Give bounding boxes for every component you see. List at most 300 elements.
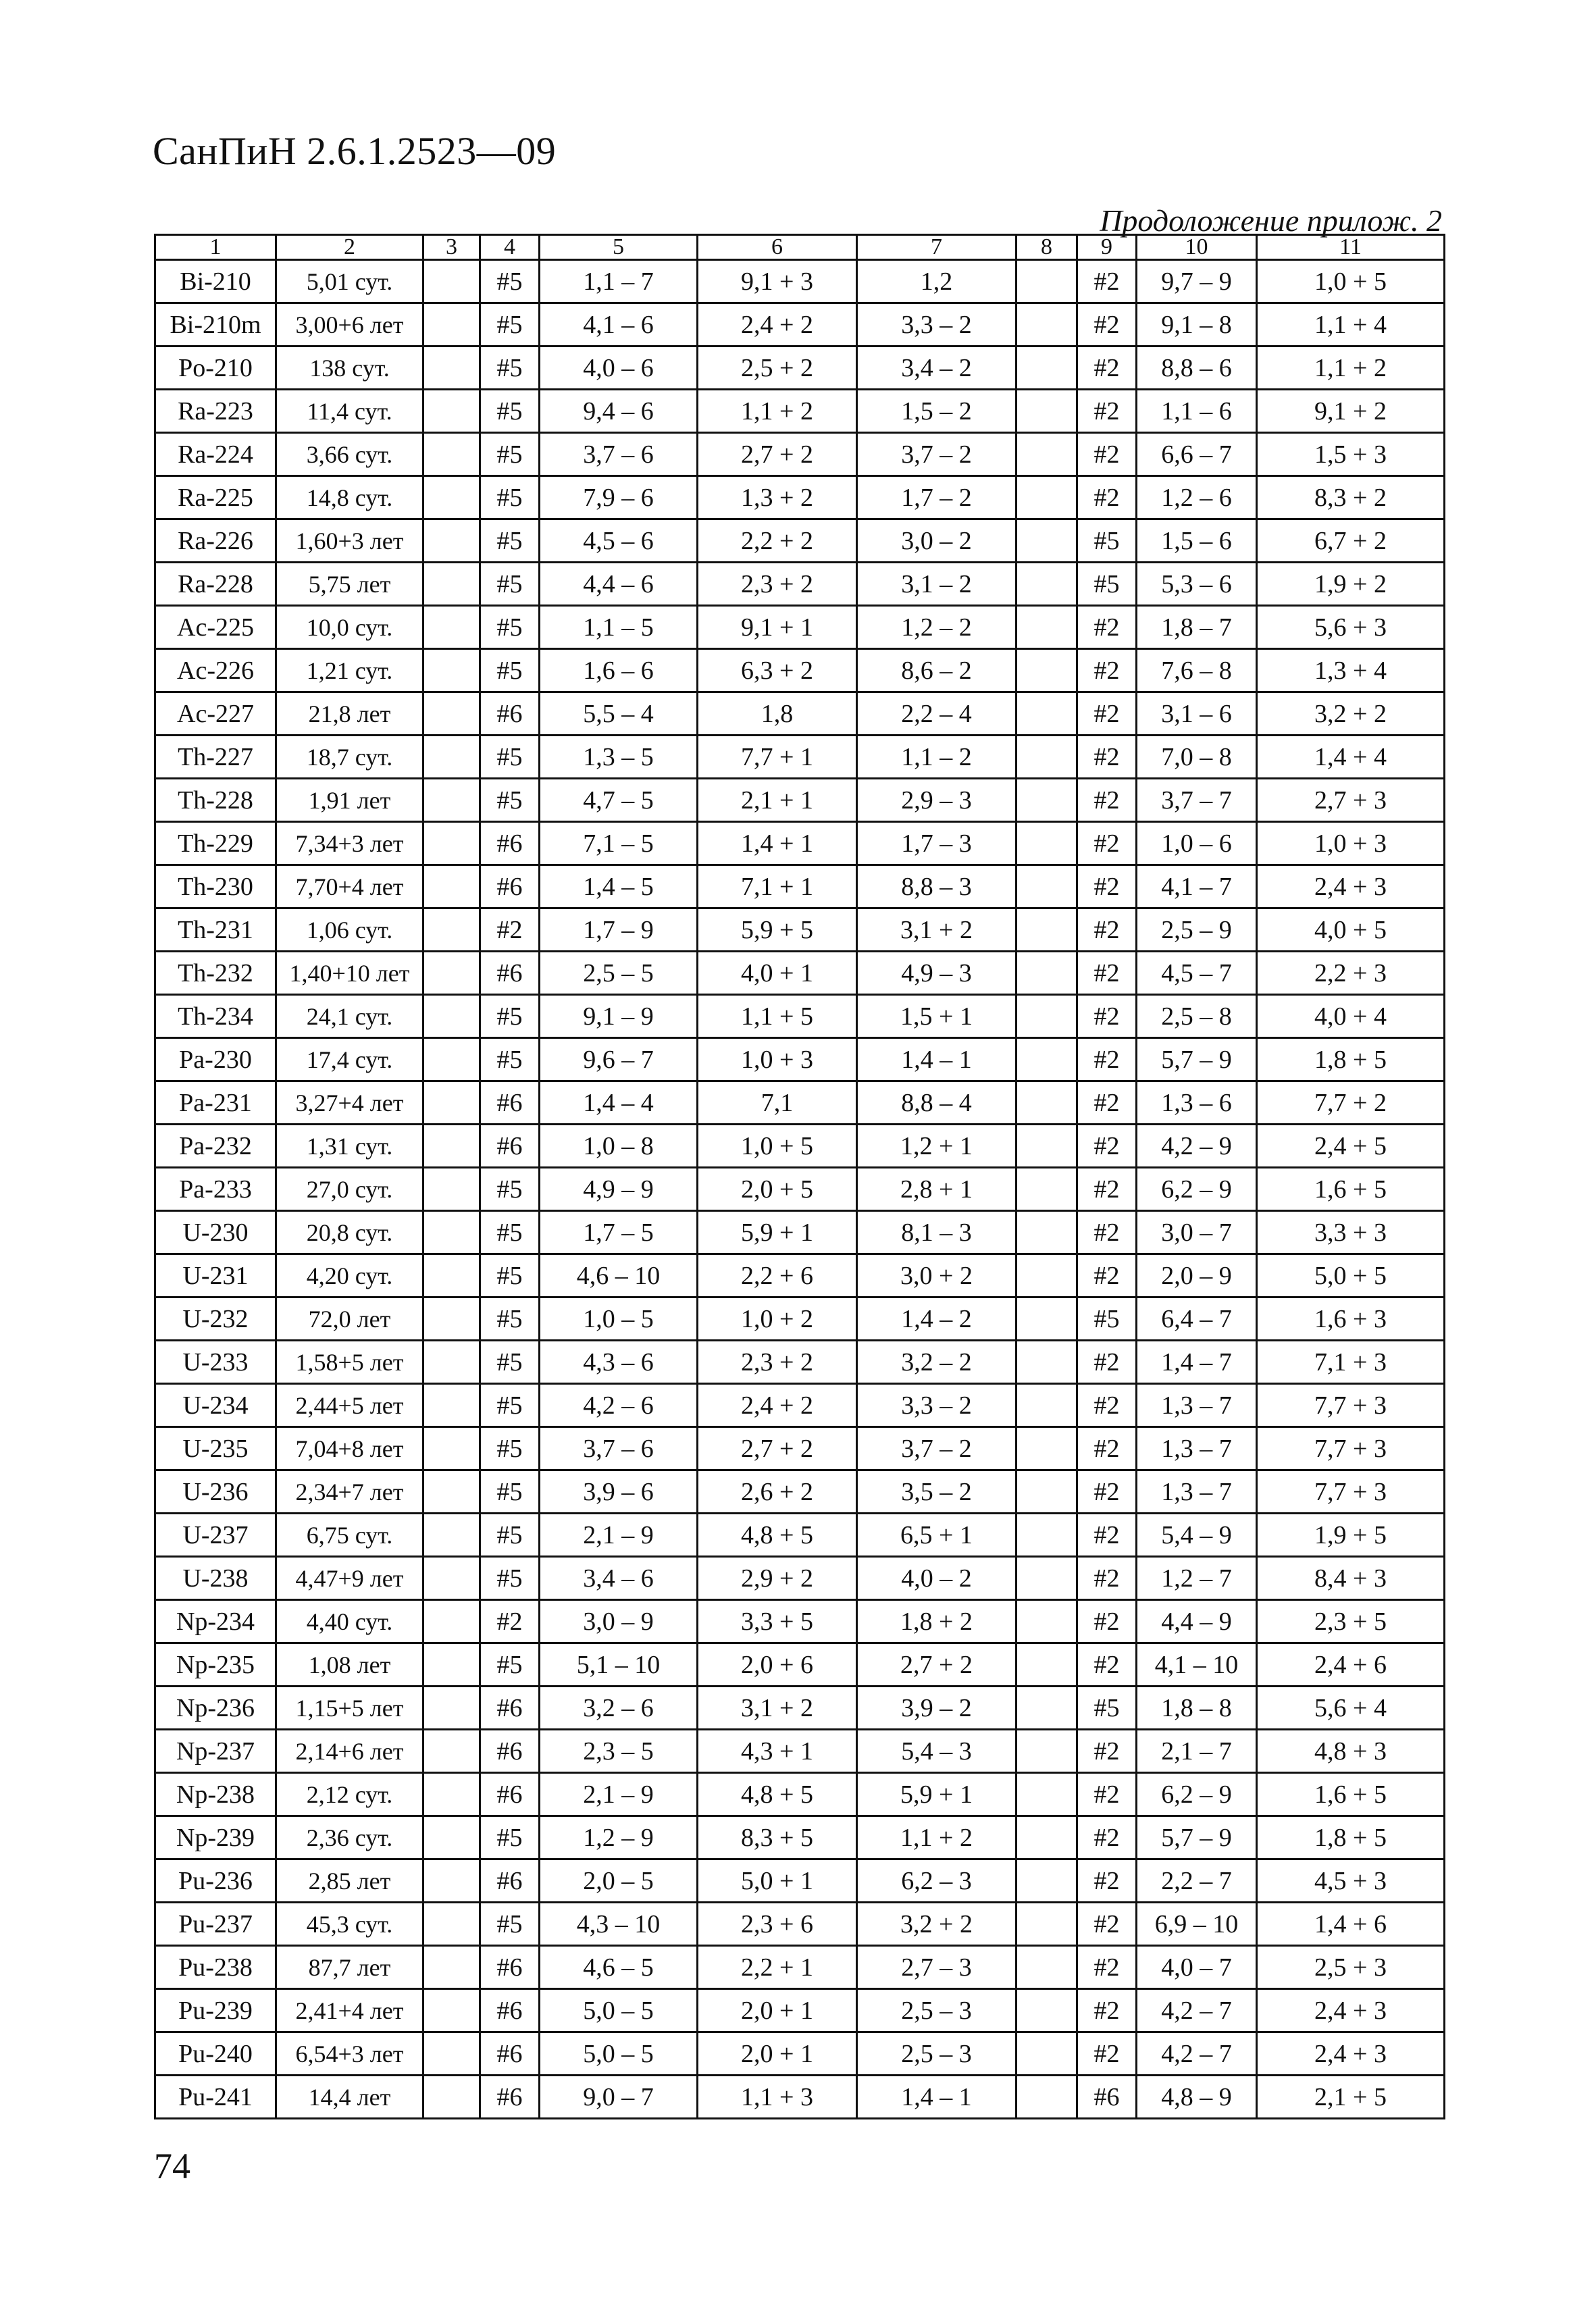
table-cell-col-5: 1,6 – 6 bbox=[540, 649, 698, 692]
table-cell-col-2: 1,08 лет bbox=[276, 1643, 423, 1687]
table-cell-col-4: #6 bbox=[480, 822, 540, 865]
table-cell-col-11: 8,3 + 2 bbox=[1257, 476, 1445, 519]
table-cell-col-4: #6 bbox=[480, 865, 540, 908]
table-cell-col-6: 9,1 + 1 bbox=[698, 606, 857, 649]
table-cell-col-7: 3,3 – 2 bbox=[857, 303, 1016, 346]
table-cell-col-6: 2,0 + 1 bbox=[698, 2032, 857, 2076]
table-cell-col-4: #5 bbox=[480, 1384, 540, 1427]
nuclide-cell: Po-210 bbox=[155, 346, 276, 390]
table-cell-col-6: 1,1 + 5 bbox=[698, 995, 857, 1038]
radionuclide-table bbox=[154, 234, 1445, 2119]
table-cell-col-6: 1,8 bbox=[698, 692, 857, 736]
table-cell-col-9: #2 bbox=[1077, 346, 1137, 390]
col-header-1: 1 bbox=[155, 235, 276, 260]
table-cell-col-3 bbox=[423, 1427, 480, 1470]
table-cell-col-8 bbox=[1016, 1903, 1077, 1946]
table-cell-col-7: 6,2 – 3 bbox=[857, 1859, 1016, 1903]
nuclide-cell: Pu-237 bbox=[155, 1903, 276, 1946]
table-cell-col-7: 6,5 + 1 bbox=[857, 1514, 1016, 1557]
table-cell-col-8 bbox=[1016, 1254, 1077, 1297]
table-cell-col-7: 1,2 + 1 bbox=[857, 1125, 1016, 1168]
table-cell-col-5: 4,3 – 6 bbox=[540, 1341, 698, 1384]
table-cell-col-4: #5 bbox=[480, 1514, 540, 1557]
table-cell-col-9: #2 bbox=[1077, 1557, 1137, 1600]
table-cell-col-8 bbox=[1016, 260, 1077, 303]
nuclide-cell: Np-238 bbox=[155, 1773, 276, 1816]
table-cell-col-9: #2 bbox=[1077, 692, 1137, 736]
table-cell-col-7: 1,2 – 2 bbox=[857, 606, 1016, 649]
table-cell-col-3 bbox=[423, 1730, 480, 1773]
table-cell-col-7: 1,5 + 1 bbox=[857, 995, 1016, 1038]
table-cell-col-9: #2 bbox=[1077, 390, 1137, 433]
table-cell-col-3 bbox=[423, 865, 480, 908]
nuclide-cell: Pu-239 bbox=[155, 1989, 276, 2032]
table-cell-col-10: 2,2 – 7 bbox=[1137, 1859, 1257, 1903]
table-cell-col-9: #2 bbox=[1077, 822, 1137, 865]
table-cell-col-2: 4,20 сут. bbox=[276, 1254, 423, 1297]
table-cell-col-10: 1,5 – 6 bbox=[1137, 519, 1257, 563]
table-cell-col-4: #6 bbox=[480, 952, 540, 995]
table-cell-col-4: #5 bbox=[480, 260, 540, 303]
table-cell-col-9: #2 bbox=[1077, 260, 1137, 303]
table-cell-col-5: 9,0 – 7 bbox=[540, 2076, 698, 2119]
table-cell-col-9: #2 bbox=[1077, 1730, 1137, 1773]
table-cell-col-2: 20,8 сут. bbox=[276, 1211, 423, 1254]
table-cell-col-5: 3,7 – 6 bbox=[540, 1427, 698, 1470]
table-cell-col-6: 8,3 + 5 bbox=[698, 1816, 857, 1859]
table-cell-col-10: 6,9 – 10 bbox=[1137, 1903, 1257, 1946]
table-cell-col-5: 1,0 – 5 bbox=[540, 1297, 698, 1341]
table-cell-col-2: 4,47+9 лет bbox=[276, 1557, 423, 1600]
table-cell-col-3 bbox=[423, 1125, 480, 1168]
table-cell-col-10: 2,0 – 9 bbox=[1137, 1254, 1257, 1297]
table-cell-col-7: 3,5 – 2 bbox=[857, 1470, 1016, 1514]
col-header-4: 4 bbox=[480, 235, 540, 260]
table-row bbox=[155, 1557, 1445, 1600]
table-cell-col-11: 1,6 + 3 bbox=[1257, 1297, 1445, 1341]
table-cell-col-11: 4,5 + 3 bbox=[1257, 1859, 1445, 1903]
table-cell-col-5: 7,1 – 5 bbox=[540, 822, 698, 865]
table-cell-col-9: #2 bbox=[1077, 1427, 1137, 1470]
table-cell-col-5: 4,1 – 6 bbox=[540, 303, 698, 346]
nuclide-cell: Th-231 bbox=[155, 908, 276, 952]
table-row bbox=[155, 692, 1445, 736]
table-cell-col-6: 4,8 + 5 bbox=[698, 1773, 857, 1816]
table-cell-col-9: #6 bbox=[1077, 2076, 1137, 2119]
table-cell-col-2: 1,31 сут. bbox=[276, 1125, 423, 1168]
table-cell-col-3 bbox=[423, 952, 480, 995]
table-cell-col-10: 4,2 – 7 bbox=[1137, 2032, 1257, 2076]
nuclide-cell: U-230 bbox=[155, 1211, 276, 1254]
table-cell-col-7: 2,8 + 1 bbox=[857, 1168, 1016, 1211]
table-cell-col-8 bbox=[1016, 1859, 1077, 1903]
nuclide-cell: U-234 bbox=[155, 1384, 276, 1427]
table-cell-col-8 bbox=[1016, 908, 1077, 952]
table-cell-col-4: #5 bbox=[480, 519, 540, 563]
table-cell-col-5: 2,1 – 9 bbox=[540, 1514, 698, 1557]
table-cell-col-3 bbox=[423, 692, 480, 736]
table-cell-col-6: 9,1 + 3 bbox=[698, 260, 857, 303]
table-cell-col-2: 1,21 сут. bbox=[276, 649, 423, 692]
table-cell-col-11: 2,4 + 3 bbox=[1257, 1989, 1445, 2032]
table-cell-col-6: 1,4 + 1 bbox=[698, 822, 857, 865]
table-cell-col-3 bbox=[423, 1773, 480, 1816]
table-cell-col-3 bbox=[423, 779, 480, 822]
nuclide-cell: U-236 bbox=[155, 1470, 276, 1514]
table-cell-col-4: #6 bbox=[480, 692, 540, 736]
table-cell-col-7: 8,6 – 2 bbox=[857, 649, 1016, 692]
table-cell-col-11: 2,4 + 5 bbox=[1257, 1125, 1445, 1168]
nuclide-cell: Np-234 bbox=[155, 1600, 276, 1643]
table-cell-col-8 bbox=[1016, 1081, 1077, 1125]
table-cell-col-2: 2,36 сут. bbox=[276, 1816, 423, 1859]
table-cell-col-9: #2 bbox=[1077, 606, 1137, 649]
table-row bbox=[155, 1254, 1445, 1297]
table-cell-col-7: 2,5 – 3 bbox=[857, 1989, 1016, 2032]
table-cell-col-4: #5 bbox=[480, 1470, 540, 1514]
table-cell-col-6: 4,3 + 1 bbox=[698, 1730, 857, 1773]
table-cell-col-9: #2 bbox=[1077, 779, 1137, 822]
table-cell-col-8 bbox=[1016, 1946, 1077, 1989]
table-row bbox=[155, 1125, 1445, 1168]
table-cell-col-6: 4,8 + 5 bbox=[698, 1514, 857, 1557]
nuclide-cell: U-235 bbox=[155, 1427, 276, 1470]
table-cell-col-6: 2,9 + 2 bbox=[698, 1557, 857, 1600]
table-cell-col-10: 4,8 – 9 bbox=[1137, 2076, 1257, 2119]
table-cell-col-10: 1,3 – 7 bbox=[1137, 1384, 1257, 1427]
nuclide-cell: Th-229 bbox=[155, 822, 276, 865]
table-cell-col-6: 2,4 + 2 bbox=[698, 303, 857, 346]
table-cell-col-8 bbox=[1016, 1470, 1077, 1514]
table-row bbox=[155, 1168, 1445, 1211]
nuclide-cell: U-233 bbox=[155, 1341, 276, 1384]
table-cell-col-10: 6,4 – 7 bbox=[1137, 1297, 1257, 1341]
table-cell-col-10: 3,7 – 7 bbox=[1137, 779, 1257, 822]
col-header-8: 8 bbox=[1016, 235, 1077, 260]
table-cell-col-4: #6 bbox=[480, 1125, 540, 1168]
table-cell-col-6: 2,4 + 2 bbox=[698, 1384, 857, 1427]
table-row bbox=[155, 1470, 1445, 1514]
table-cell-col-5: 7,9 – 6 bbox=[540, 476, 698, 519]
table-row bbox=[155, 1643, 1445, 1687]
table-cell-col-3 bbox=[423, 649, 480, 692]
table-cell-col-8 bbox=[1016, 519, 1077, 563]
table-cell-col-2: 2,14+6 лет bbox=[276, 1730, 423, 1773]
table-cell-col-11: 1,9 + 2 bbox=[1257, 563, 1445, 606]
table-cell-col-5: 2,0 – 5 bbox=[540, 1859, 698, 1903]
table-cell-col-9: #2 bbox=[1077, 1859, 1137, 1903]
table-cell-col-11: 1,4 + 6 bbox=[1257, 1903, 1445, 1946]
table-cell-col-10: 1,2 – 6 bbox=[1137, 476, 1257, 519]
table-cell-col-7: 4,9 – 3 bbox=[857, 952, 1016, 995]
table-cell-col-4: #5 bbox=[480, 1297, 540, 1341]
table-cell-col-3 bbox=[423, 1081, 480, 1125]
table-row bbox=[155, 1297, 1445, 1341]
table-cell-col-3 bbox=[423, 433, 480, 476]
table-cell-col-2: 18,7 сут. bbox=[276, 736, 423, 779]
table-cell-col-8 bbox=[1016, 1384, 1077, 1427]
table-cell-col-3 bbox=[423, 1989, 480, 2032]
table-cell-col-7: 3,7 – 2 bbox=[857, 1427, 1016, 1470]
table-cell-col-8 bbox=[1016, 563, 1077, 606]
table-cell-col-7: 3,2 – 2 bbox=[857, 1341, 1016, 1384]
table-cell-col-8 bbox=[1016, 779, 1077, 822]
table-cell-col-2: 7,34+3 лет bbox=[276, 822, 423, 865]
table-cell-col-7: 2,7 – 3 bbox=[857, 1946, 1016, 1989]
table-cell-col-11: 1,8 + 5 bbox=[1257, 1816, 1445, 1859]
table-cell-col-10: 6,6 – 7 bbox=[1137, 433, 1257, 476]
table-row bbox=[155, 1600, 1445, 1643]
table-cell-col-4: #6 bbox=[480, 1081, 540, 1125]
table-cell-col-3 bbox=[423, 390, 480, 433]
table-cell-col-8 bbox=[1016, 649, 1077, 692]
table-cell-col-5: 9,4 – 6 bbox=[540, 390, 698, 433]
table-cell-col-7: 1,1 + 2 bbox=[857, 1816, 1016, 1859]
table-row bbox=[155, 1081, 1445, 1125]
table-cell-col-6: 2,3 + 6 bbox=[698, 1903, 857, 1946]
table-cell-col-7: 3,1 + 2 bbox=[857, 908, 1016, 952]
table-cell-col-8 bbox=[1016, 1038, 1077, 1081]
table-cell-col-4: #5 bbox=[480, 649, 540, 692]
table-cell-col-11: 7,7 + 3 bbox=[1257, 1470, 1445, 1514]
nuclide-cell: U-238 bbox=[155, 1557, 276, 1600]
table-cell-col-2: 2,41+4 лет bbox=[276, 1989, 423, 2032]
table-cell-col-7: 8,1 – 3 bbox=[857, 1211, 1016, 1254]
table-cell-col-5: 4,6 – 5 bbox=[540, 1946, 698, 1989]
table-cell-col-7: 2,7 + 2 bbox=[857, 1643, 1016, 1687]
table-cell-col-11: 2,4 + 3 bbox=[1257, 2032, 1445, 2076]
table-cell-col-3 bbox=[423, 1903, 480, 1946]
table-cell-col-10: 9,1 – 8 bbox=[1137, 303, 1257, 346]
table-cell-col-6: 3,1 + 2 bbox=[698, 1687, 857, 1730]
table-cell-col-3 bbox=[423, 1254, 480, 1297]
table-cell-col-4: #5 bbox=[480, 1038, 540, 1081]
table-cell-col-11: 2,2 + 3 bbox=[1257, 952, 1445, 995]
table-row bbox=[155, 649, 1445, 692]
table-cell-col-4: #6 bbox=[480, 1687, 540, 1730]
table-cell-col-9: #2 bbox=[1077, 433, 1137, 476]
table-cell-col-4: #6 bbox=[480, 1859, 540, 1903]
table-cell-col-5: 1,2 – 9 bbox=[540, 1816, 698, 1859]
table-body bbox=[155, 260, 1445, 2119]
table-cell-col-2: 1,40+10 лет bbox=[276, 952, 423, 995]
table-cell-col-9: #2 bbox=[1077, 303, 1137, 346]
table-cell-col-8 bbox=[1016, 606, 1077, 649]
table-cell-col-7: 1,2 bbox=[857, 260, 1016, 303]
table-cell-col-10: 2,5 – 9 bbox=[1137, 908, 1257, 952]
table-cell-col-6: 1,0 + 5 bbox=[698, 1125, 857, 1168]
table-cell-col-10: 5,4 – 9 bbox=[1137, 1514, 1257, 1557]
continuation-label: Продоложение прилож. 2 bbox=[1100, 203, 1442, 238]
table-cell-col-3 bbox=[423, 1946, 480, 1989]
table-cell-col-4: #5 bbox=[480, 1903, 540, 1946]
table-cell-col-9: #2 bbox=[1077, 1946, 1137, 1989]
table-cell-col-6: 2,0 + 6 bbox=[698, 1643, 857, 1687]
table-cell-col-11: 5,6 + 4 bbox=[1257, 1687, 1445, 1730]
table-row bbox=[155, 390, 1445, 433]
nuclide-cell: Bi-210 bbox=[155, 260, 276, 303]
table-cell-col-7: 4,0 – 2 bbox=[857, 1557, 1016, 1600]
table-cell-col-11: 1,1 + 2 bbox=[1257, 346, 1445, 390]
table-cell-col-6: 7,1 + 1 bbox=[698, 865, 857, 908]
table-cell-col-7: 1,7 – 3 bbox=[857, 822, 1016, 865]
table-cell-col-10: 5,3 – 6 bbox=[1137, 563, 1257, 606]
nuclide-cell: Bi-210m bbox=[155, 303, 276, 346]
table-row bbox=[155, 260, 1445, 303]
table-row bbox=[155, 1687, 1445, 1730]
table-cell-col-2: 17,4 сут. bbox=[276, 1038, 423, 1081]
nuclide-cell: Th-230 bbox=[155, 865, 276, 908]
table-cell-col-8 bbox=[1016, 1773, 1077, 1816]
table-cell-col-11: 7,7 + 2 bbox=[1257, 1081, 1445, 1125]
table-cell-col-5: 9,1 – 9 bbox=[540, 995, 698, 1038]
table-row bbox=[155, 1730, 1445, 1773]
table-cell-col-6: 5,0 + 1 bbox=[698, 1859, 857, 1903]
table-cell-col-8 bbox=[1016, 476, 1077, 519]
table-cell-col-2: 21,8 лет bbox=[276, 692, 423, 736]
table-row bbox=[155, 1514, 1445, 1557]
table-row bbox=[155, 1427, 1445, 1470]
nuclide-cell: Th-228 bbox=[155, 779, 276, 822]
nuclide-cell: Ac-227 bbox=[155, 692, 276, 736]
table-cell-col-2: 27,0 сут. bbox=[276, 1168, 423, 1211]
table-cell-col-9: #2 bbox=[1077, 1773, 1137, 1816]
table-cell-col-10: 1,2 – 7 bbox=[1137, 1557, 1257, 1600]
nuclide-cell: U-231 bbox=[155, 1254, 276, 1297]
table-cell-col-6: 1,3 + 2 bbox=[698, 476, 857, 519]
table-cell-col-8 bbox=[1016, 736, 1077, 779]
table-cell-col-9: #2 bbox=[1077, 1903, 1137, 1946]
table-cell-col-3 bbox=[423, 303, 480, 346]
table-cell-col-7: 3,1 – 2 bbox=[857, 563, 1016, 606]
nuclide-cell: U-232 bbox=[155, 1297, 276, 1341]
table-cell-col-11: 9,1 + 2 bbox=[1257, 390, 1445, 433]
table-row bbox=[155, 736, 1445, 779]
table-cell-col-5: 9,6 – 7 bbox=[540, 1038, 698, 1081]
table-cell-col-8 bbox=[1016, 1341, 1077, 1384]
table-cell-col-11: 2,5 + 3 bbox=[1257, 1946, 1445, 1989]
table-cell-col-5: 4,0 – 6 bbox=[540, 346, 698, 390]
table-cell-col-9: #2 bbox=[1077, 1081, 1137, 1125]
nuclide-cell: Np-237 bbox=[155, 1730, 276, 1773]
table-cell-col-2: 72,0 лет bbox=[276, 1297, 423, 1341]
table-cell-col-4: #6 bbox=[480, 1730, 540, 1773]
table-row bbox=[155, 2076, 1445, 2119]
table-cell-col-8 bbox=[1016, 1168, 1077, 1211]
nuclide-cell: Pa-230 bbox=[155, 1038, 276, 1081]
table-cell-col-4: #5 bbox=[480, 995, 540, 1038]
table-cell-col-9: #2 bbox=[1077, 1038, 1137, 1081]
nuclide-cell: U-237 bbox=[155, 1514, 276, 1557]
table-cell-col-11: 1,1 + 4 bbox=[1257, 303, 1445, 346]
table-cell-col-11: 4,0 + 5 bbox=[1257, 908, 1445, 952]
table-cell-col-4: #5 bbox=[480, 779, 540, 822]
table-cell-col-6: 1,1 + 3 bbox=[698, 2076, 857, 2119]
table-cell-col-8 bbox=[1016, 1297, 1077, 1341]
table-cell-col-9: #2 bbox=[1077, 1514, 1137, 1557]
table-cell-col-2: 7,70+4 лет bbox=[276, 865, 423, 908]
table-cell-col-3 bbox=[423, 1341, 480, 1384]
table-cell-col-10: 6,2 – 9 bbox=[1137, 1168, 1257, 1211]
table-cell-col-6: 2,1 + 1 bbox=[698, 779, 857, 822]
table-cell-col-11: 4,0 + 4 bbox=[1257, 995, 1445, 1038]
table-cell-col-10: 4,1 – 7 bbox=[1137, 865, 1257, 908]
table-cell-col-10: 4,0 – 7 bbox=[1137, 1946, 1257, 1989]
table-cell-col-7: 5,4 – 3 bbox=[857, 1730, 1016, 1773]
table-cell-col-4: #5 bbox=[480, 1643, 540, 1687]
table-cell-col-2: 138 сут. bbox=[276, 346, 423, 390]
table-row bbox=[155, 1773, 1445, 1816]
table-cell-col-10: 1,3 – 6 bbox=[1137, 1081, 1257, 1125]
table-cell-col-8 bbox=[1016, 303, 1077, 346]
table-cell-col-6: 5,9 + 5 bbox=[698, 908, 857, 952]
table-cell-col-7: 3,3 – 2 bbox=[857, 1384, 1016, 1427]
table-cell-col-6: 6,3 + 2 bbox=[698, 649, 857, 692]
table-cell-col-2: 45,3 сут. bbox=[276, 1903, 423, 1946]
table-cell-col-9: #5 bbox=[1077, 1687, 1137, 1730]
table-cell-col-10: 1,8 – 8 bbox=[1137, 1687, 1257, 1730]
table-cell-col-2: 1,06 сут. bbox=[276, 908, 423, 952]
table-row bbox=[155, 1038, 1445, 1081]
table-cell-col-6: 7,1 bbox=[698, 1081, 857, 1125]
table-cell-col-5: 4,2 – 6 bbox=[540, 1384, 698, 1427]
table-cell-col-10: 5,7 – 9 bbox=[1137, 1038, 1257, 1081]
table-cell-col-8 bbox=[1016, 692, 1077, 736]
table-cell-col-5: 1,7 – 9 bbox=[540, 908, 698, 952]
nuclide-cell: Ra-223 bbox=[155, 390, 276, 433]
table-cell-col-7: 3,0 – 2 bbox=[857, 519, 1016, 563]
table-cell-col-10: 1,8 – 7 bbox=[1137, 606, 1257, 649]
table-cell-col-3 bbox=[423, 1470, 480, 1514]
table-row bbox=[155, 779, 1445, 822]
table-cell-col-10: 1,3 – 7 bbox=[1137, 1470, 1257, 1514]
nuclide-cell: Np-236 bbox=[155, 1687, 276, 1730]
table-cell-col-3 bbox=[423, 260, 480, 303]
table-cell-col-5: 4,4 – 6 bbox=[540, 563, 698, 606]
table-cell-col-2: 1,91 лет bbox=[276, 779, 423, 822]
table-cell-col-2: 1,58+5 лет bbox=[276, 1341, 423, 1384]
table-cell-col-2: 14,4 лет bbox=[276, 2076, 423, 2119]
table-cell-col-3 bbox=[423, 736, 480, 779]
table-row bbox=[155, 952, 1445, 995]
table-cell-col-7: 3,7 – 2 bbox=[857, 433, 1016, 476]
table-row bbox=[155, 346, 1445, 390]
table-cell-col-8 bbox=[1016, 390, 1077, 433]
table-cell-col-4: #5 bbox=[480, 1211, 540, 1254]
table-cell-col-4: #5 bbox=[480, 1168, 540, 1211]
table-cell-col-4: #6 bbox=[480, 1773, 540, 1816]
table-cell-col-8 bbox=[1016, 952, 1077, 995]
table-cell-col-2: 5,75 лет bbox=[276, 563, 423, 606]
table-cell-col-5: 4,7 – 5 bbox=[540, 779, 698, 822]
table-cell-col-3 bbox=[423, 1211, 480, 1254]
table-cell-col-7: 1,7 – 2 bbox=[857, 476, 1016, 519]
table-cell-col-10: 9,7 – 9 bbox=[1137, 260, 1257, 303]
table-cell-col-11: 2,4 + 3 bbox=[1257, 865, 1445, 908]
table-cell-col-5: 3,7 – 6 bbox=[540, 433, 698, 476]
table-cell-col-11: 1,0 + 3 bbox=[1257, 822, 1445, 865]
table-cell-col-10: 7,6 – 8 bbox=[1137, 649, 1257, 692]
table-cell-col-2: 2,85 лет bbox=[276, 1859, 423, 1903]
table-cell-col-11: 2,7 + 3 bbox=[1257, 779, 1445, 822]
table-cell-col-3 bbox=[423, 1600, 480, 1643]
nuclide-cell: Ac-225 bbox=[155, 606, 276, 649]
table-cell-col-7: 2,9 – 3 bbox=[857, 779, 1016, 822]
table-cell-col-9: #2 bbox=[1077, 2032, 1137, 2076]
table-cell-col-4: #2 bbox=[480, 1600, 540, 1643]
table-cell-col-10: 1,0 – 6 bbox=[1137, 822, 1257, 865]
table-cell-col-3 bbox=[423, 1643, 480, 1687]
